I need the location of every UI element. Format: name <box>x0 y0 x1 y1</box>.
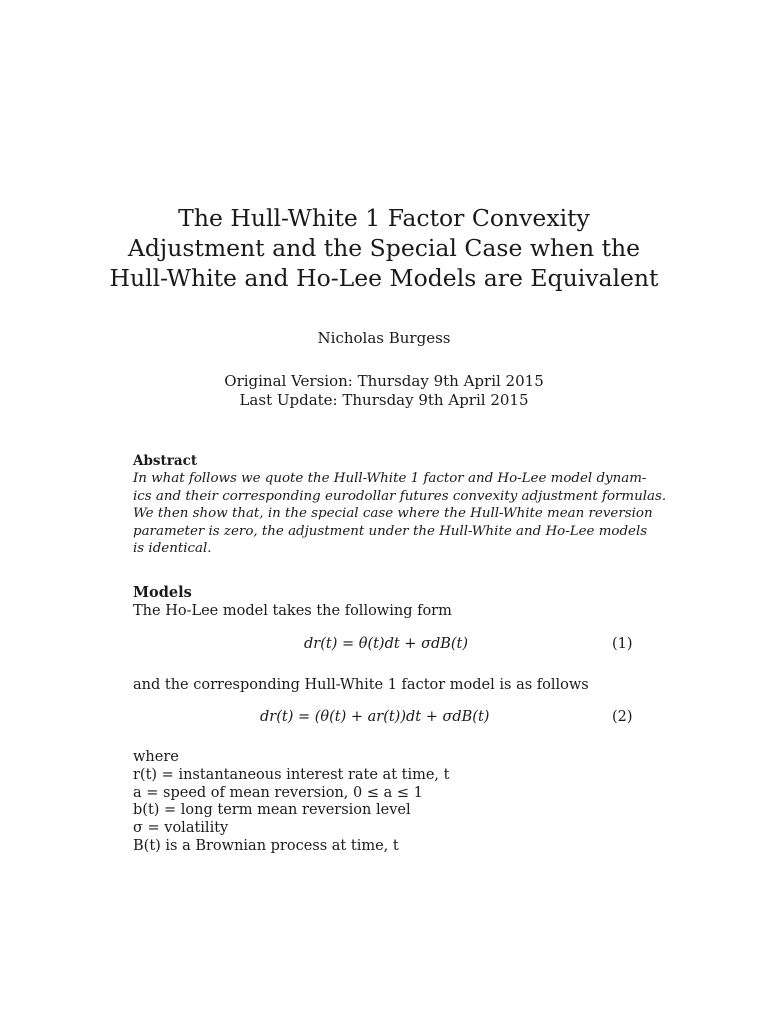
abstract-line: In what follows we quote the Hull-White 1 factor and Ho-Lee model dynam- <box>133 471 647 486</box>
definition-line: B(t) is a Brownian process at time, t <box>133 837 399 854</box>
title-line: Adjustment and the Special Case when the <box>127 234 641 262</box>
equation-hull-white: dr(t) = (θ(t) + ar(t))dt + σdB(t) <box>260 709 490 725</box>
original-version-date: Original Version: Thursday 9th April 2015 <box>224 372 544 390</box>
variable-definitions <box>133 749 449 856</box>
definition-line: b(t) = long term mean reversion level <box>133 802 411 819</box>
abstract-line: is identical. <box>133 541 212 557</box>
equation-number-1: (1) <box>612 636 633 652</box>
version-dates <box>84 372 684 410</box>
equation-ho-lee: dr(t) = θ(t)dt + σdB(t) <box>304 636 469 652</box>
title-line: The Hull-White 1 Factor Convexity <box>178 204 590 232</box>
abstract-line: ics and their corresponding eurodollar futures convexity adjustment formulas. <box>133 488 667 504</box>
equation-number-2: (2) <box>612 709 633 725</box>
definition-line: r(t) = instantaneous interest rate at time, t <box>133 766 450 783</box>
abstract-text <box>133 470 667 558</box>
last-update-date: Last Update: Thursday 9th April 2015 <box>239 391 529 409</box>
models-heading: Models <box>133 584 192 601</box>
paper-title <box>84 203 684 293</box>
abstract-heading: Abstract <box>133 453 198 469</box>
title-line: Hull-White and Ho-Lee Models are Equivalent <box>109 264 659 292</box>
definition-line: σ = volatility <box>133 820 229 837</box>
abstract-line: parameter is zero, the adjustment under the Hull-White and Ho-Lee models <box>133 523 648 539</box>
author-name: Nicholas Burgess <box>317 329 451 347</box>
models-intro-text: The Ho-Lee model takes the following form <box>133 603 452 619</box>
models-bridge-text: and the corresponding Hull-White 1 factor model is as follows <box>133 677 589 693</box>
where-label: where <box>133 749 179 765</box>
abstract-line: We then show that, in the special case where the Hull-White mean reversion <box>133 506 653 522</box>
definition-line: a = speed of mean reversion, 0 ≤ a ≤ 1 <box>133 784 423 801</box>
